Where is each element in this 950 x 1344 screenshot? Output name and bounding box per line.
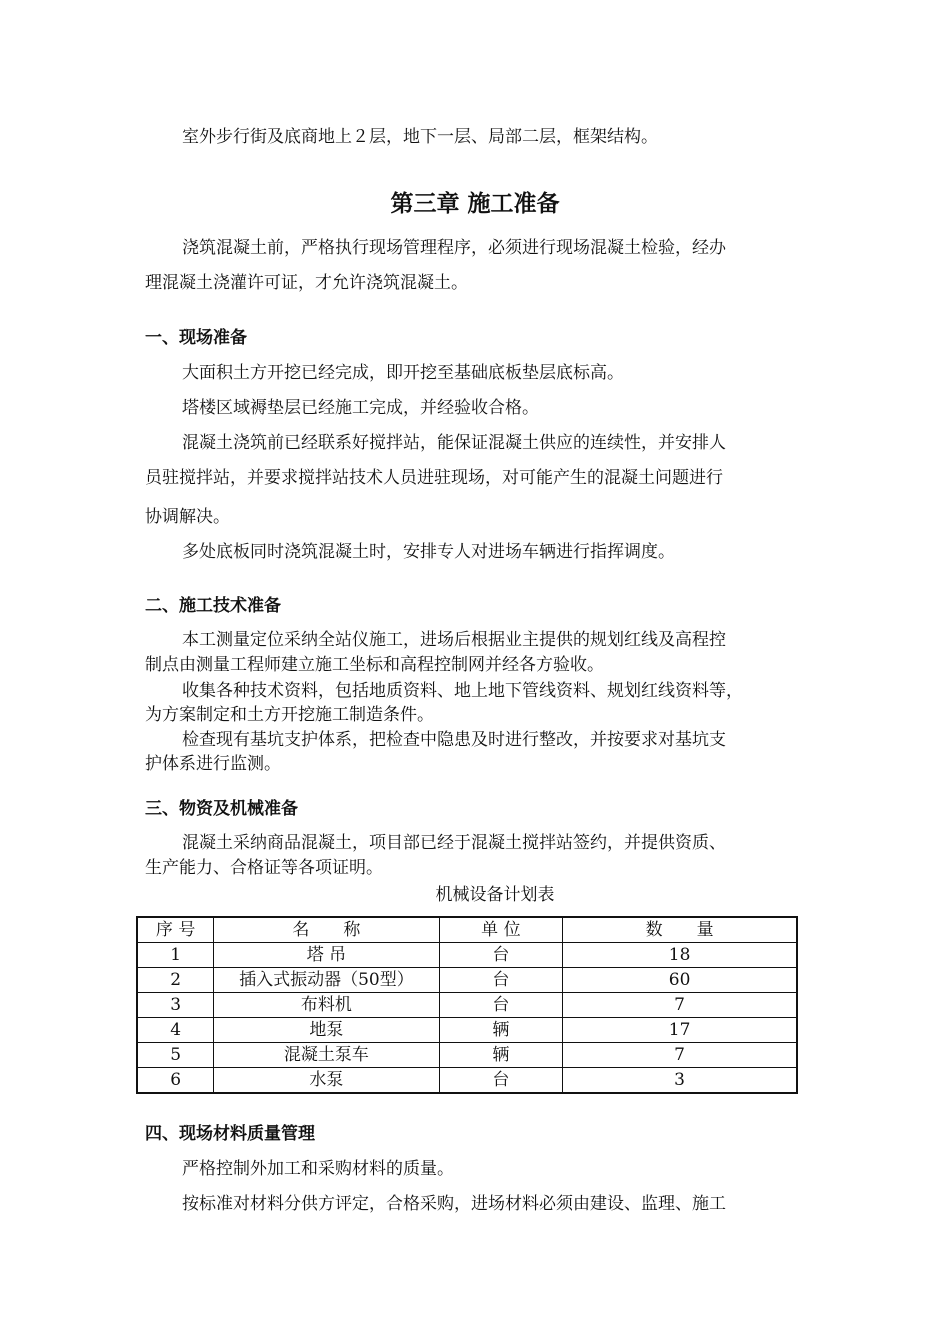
- cell-index: 5: [137, 1043, 214, 1068]
- cell-name: 混凝土泵车: [214, 1043, 439, 1068]
- cell-unit: 辆: [439, 1043, 563, 1068]
- cell-quantity: 60: [563, 968, 797, 993]
- table-row: [137, 943, 797, 968]
- section2-para2-line1: 收集各种技术资料，包括地质资料、地上地下管线资料、规划红线资料等，: [182, 681, 743, 701]
- cell-name: 地泵: [214, 1018, 439, 1043]
- cell-index: 6: [137, 1068, 214, 1094]
- header-unit: 单 位: [439, 917, 563, 943]
- section4-para1: 严格控制外加工和采购材料的质量。: [182, 1159, 454, 1179]
- header-name: 名 称: [214, 917, 439, 943]
- cell-unit: 台: [439, 943, 563, 968]
- table-row: [137, 1068, 797, 1094]
- cell-name: 布料机: [214, 993, 439, 1018]
- cell-quantity: 7: [563, 993, 797, 1018]
- intro-line: 室外步行街及底商地上２层，地下一层、局部二层，框架结构。: [182, 127, 658, 147]
- equipment-table: [136, 916, 798, 1094]
- table-row: [137, 1018, 797, 1043]
- cell-unit: 台: [439, 968, 563, 993]
- header-quantity: 数 量: [563, 917, 797, 943]
- cell-unit: 台: [439, 993, 563, 1018]
- section-heading-2: 二、施工技术准备: [145, 596, 281, 616]
- cell-unit: 辆: [439, 1018, 563, 1043]
- section1-para1: 大面积土方开挖已经完成，即开挖至基础底板垫层底标高。: [182, 363, 624, 383]
- cell-quantity: 3: [563, 1068, 797, 1094]
- section3-para1-line2: 生产能力、合格证等各项证明。: [145, 858, 383, 878]
- cell-quantity: 7: [563, 1043, 797, 1068]
- section-heading-1: 一、现场准备: [145, 328, 247, 348]
- cell-name: 插入式振动器（50型）: [214, 968, 439, 993]
- section1-para2: 塔楼区域褥垫层已经施工完成，并经验收合格。: [182, 398, 539, 418]
- table-caption: 机械设备计划表: [435, 885, 555, 905]
- header-index: 序 号: [137, 917, 214, 943]
- section-heading-3: 三、物资及机械准备: [145, 799, 298, 819]
- cell-name: 水泵: [214, 1068, 439, 1094]
- section1-para3-line3: 协调解决。: [145, 507, 230, 527]
- cell-name: 塔 吊: [214, 943, 439, 968]
- cell-quantity: 17: [563, 1018, 797, 1043]
- chapter-intro-line-1: 浇筑混凝土前，严格执行现场管理程序，必须进行现场混凝土检验，经办: [182, 238, 726, 258]
- section2-para1-line1: 本工测量定位采纳全站仪施工，进场后根据业主提供的规划红线及高程控: [182, 630, 726, 650]
- section2-para2-line2: 为方案制定和土方开挖施工制造条件。: [145, 705, 434, 725]
- section2-para1-line2: 制点由测量工程师建立施工坐标和高程控制网并经各方验收。: [145, 655, 604, 675]
- section2-para3-line1: 检查现有基坑支护体系，把检查中隐患及时进行整改，并按要求对基坑支: [182, 730, 726, 750]
- chapter-title: 第三章 施工准备: [390, 190, 560, 217]
- chapter-intro-line-2: 理混凝土浇灌许可证，才允许浇筑混凝土。: [145, 273, 468, 293]
- section4-para2: 按标准对材料分供方评定，合格采购，进场材料必须由建设、监理、施工: [182, 1194, 726, 1214]
- cell-index: 3: [137, 993, 214, 1018]
- cell-index: 2: [137, 968, 214, 993]
- table-row: [137, 968, 797, 993]
- section1-para4: 多处底板同时浇筑混凝土时，安排专人对进场车辆进行指挥调度。: [182, 542, 675, 562]
- section2-para3-line2: 护体系进行监测。: [145, 754, 281, 774]
- cell-index: 4: [137, 1018, 214, 1043]
- section1-para3-line1: 混凝土浇筑前已经联系好搅拌站，能保证混凝土供应的连续性，并安排人: [182, 433, 726, 453]
- table-row: [137, 993, 797, 1018]
- section3-para1-line1: 混凝土采纳商品混凝土，项目部已经于混凝土搅拌站签约，并提供资质、: [182, 833, 726, 853]
- table-header-row: [137, 917, 797, 943]
- table-row: [137, 1043, 797, 1068]
- cell-quantity: 18: [563, 943, 797, 968]
- section-heading-4: 四、现场材料质量管理: [145, 1124, 315, 1144]
- cell-unit: 台: [439, 1068, 563, 1094]
- cell-index: 1: [137, 943, 214, 968]
- section1-para3-line2: 员驻搅拌站，并要求搅拌站技术人员进驻现场，对可能产生的混凝土问题进行: [145, 468, 723, 488]
